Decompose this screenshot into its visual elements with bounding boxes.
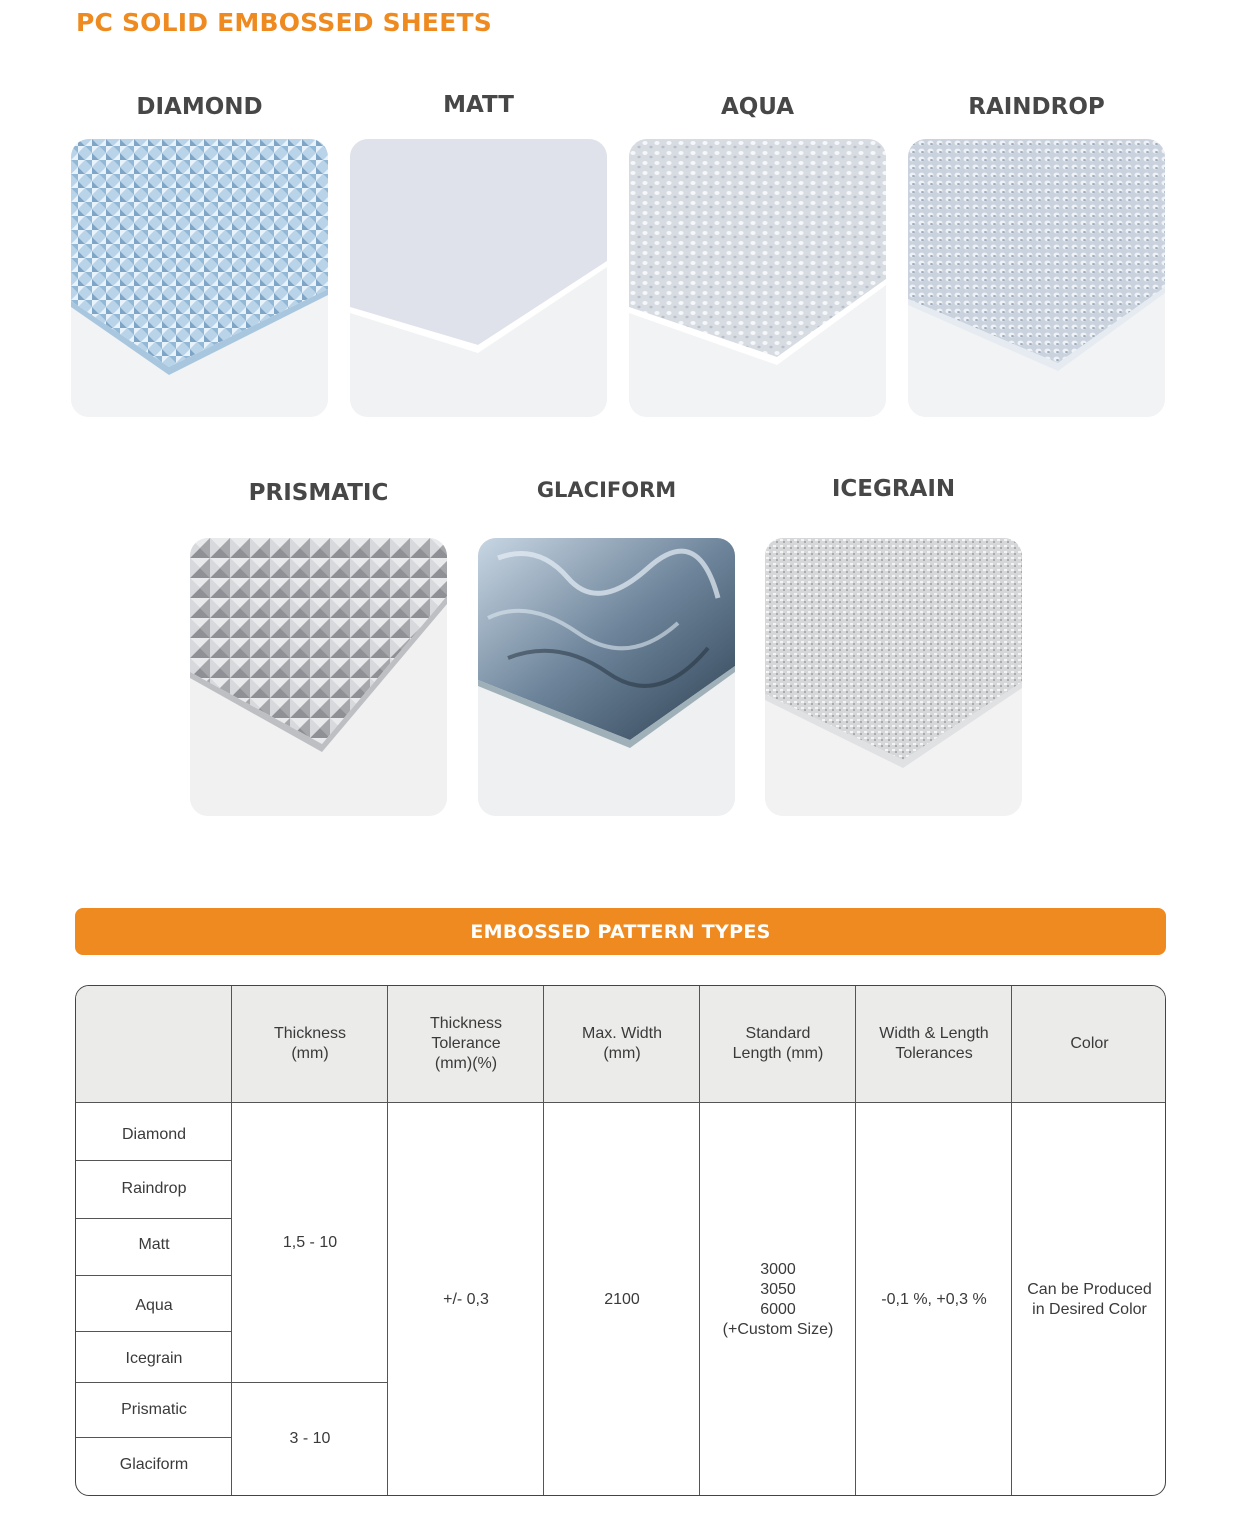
table-divider xyxy=(543,986,544,1496)
table-divider xyxy=(76,1218,232,1219)
table-divider xyxy=(76,1437,232,1438)
length-option: 3000 xyxy=(760,1260,796,1278)
header-text: (mm) xyxy=(603,1045,641,1062)
header-text: Thickness xyxy=(273,1025,347,1042)
header-text: Standard xyxy=(745,1025,811,1042)
table-divider xyxy=(76,1331,232,1332)
pattern-label: GLACIFORM xyxy=(536,478,677,502)
pattern-label: DIAMOND xyxy=(136,94,263,120)
pattern-types-banner: EMBOSSED PATTERN TYPES xyxy=(75,908,1166,955)
aqua-swatch-image xyxy=(629,139,886,417)
header-cell-max-width xyxy=(544,986,700,1102)
table-divider xyxy=(387,986,388,1496)
header-cell-tolerances xyxy=(856,986,1012,1102)
table-divider xyxy=(231,986,232,1496)
glaciform-swatch-image xyxy=(478,538,735,816)
header-cell-pattern xyxy=(76,986,232,1102)
length-option: 6000 xyxy=(760,1300,796,1318)
matt-swatch-image xyxy=(350,139,607,417)
header-text: Color xyxy=(1070,1035,1109,1052)
pattern-label: AQUA xyxy=(720,94,795,120)
thickness-tolerance-value: +/- 0,3 xyxy=(443,1290,489,1308)
header-text: Width & Length xyxy=(879,1025,989,1042)
header-text: (mm) xyxy=(291,1045,329,1062)
length-option: (+Custom Size) xyxy=(722,1320,834,1338)
tolerances-value: -0,1 %, +0,3 % xyxy=(881,1290,987,1308)
table-divider xyxy=(76,1102,1166,1103)
raindrop-swatch-image xyxy=(908,139,1165,417)
table-divider xyxy=(76,1382,388,1383)
header-cell-thickness xyxy=(232,986,388,1102)
prismatic-swatch-image xyxy=(190,538,447,816)
header-cell-standard-length xyxy=(700,986,856,1102)
icegrain-swatch-image xyxy=(765,538,1022,816)
row-label-matt: Matt xyxy=(138,1236,170,1253)
pattern-label: MATT xyxy=(443,92,514,118)
header-cell-color xyxy=(1012,986,1166,1102)
length-option: 3050 xyxy=(760,1280,796,1298)
thickness-value-group-2: 3 - 10 xyxy=(289,1430,331,1447)
row-label-prismatic: Prismatic xyxy=(121,1401,187,1418)
header-text: Max. Width xyxy=(581,1025,662,1042)
page-title: PC SOLID EMBOSSED SHEETS xyxy=(76,8,492,37)
max-width-value: 2100 xyxy=(604,1290,640,1308)
color-value xyxy=(1012,1102,1166,1496)
pattern-label: RAINDROP xyxy=(968,94,1105,120)
diamond-swatch-image xyxy=(71,139,328,417)
header-text: Thickness xyxy=(429,1015,503,1032)
row-label-diamond: Diamond xyxy=(121,1126,187,1143)
table-divider xyxy=(855,986,856,1496)
header-text: Tolerances xyxy=(895,1045,973,1062)
color-text: in Desired Color xyxy=(1032,1300,1147,1318)
table-divider xyxy=(76,1275,232,1276)
color-text: Can be Produced xyxy=(1027,1280,1152,1298)
row-label-icegrain: Icegrain xyxy=(125,1350,183,1367)
table-divider xyxy=(699,986,700,1496)
pattern-label: ICEGRAIN xyxy=(831,476,956,502)
header-text: Length (mm) xyxy=(732,1045,824,1062)
header-text: Tolerance xyxy=(431,1035,501,1052)
header-cell-thickness-tolerance xyxy=(388,986,544,1102)
row-label-glaciform: Glaciform xyxy=(119,1455,189,1473)
thickness-value-group-1: 1,5 - 10 xyxy=(282,1233,338,1251)
spec-table xyxy=(75,985,1166,1496)
standard-length-value xyxy=(700,1102,856,1496)
header-text: (mm)(%) xyxy=(434,1055,498,1072)
pattern-label: PRISMATIC xyxy=(248,480,389,506)
table-divider xyxy=(1011,986,1012,1496)
row-label-aqua: Aqua xyxy=(135,1297,173,1314)
table-divider xyxy=(76,1160,232,1161)
row-label-raindrop: Raindrop xyxy=(121,1180,187,1197)
